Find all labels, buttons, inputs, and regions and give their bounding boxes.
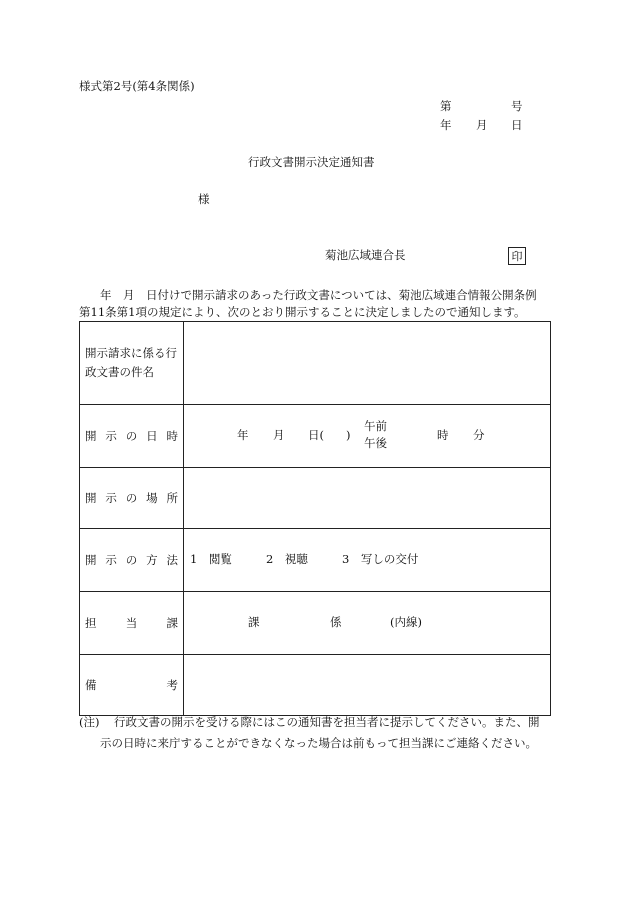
note-prefix: (注) [79, 715, 100, 729]
value-disclosure-place[interactable] [184, 468, 551, 529]
page-title: 行政文書開示決定通知書 [248, 155, 375, 169]
label-disclosure-method: 開 示 の 方 法 [80, 529, 184, 592]
label-responsible-section: 担 当 課 [80, 592, 184, 655]
datetime-paren-close: ) [346, 428, 351, 442]
value-remarks[interactable] [184, 655, 551, 716]
table-row-document-subject [80, 322, 551, 405]
value-disclosure-method [184, 529, 551, 592]
datetime-year: 年 [237, 428, 249, 442]
datetime-month: 月 [273, 428, 285, 442]
method-option-copy[interactable]: 3 写しの交付 [342, 552, 419, 566]
subsection-label: 係 [330, 615, 342, 629]
value-disclosure-datetime[interactable] [184, 405, 551, 468]
method-option-listening[interactable]: 2 視聴 [266, 552, 308, 566]
label-disclosure-datetime: 開 示 の 日 時 [80, 405, 184, 468]
section-label: 課 [248, 615, 260, 629]
body-text-line2: 第11条第1項の規定により、次のとおり開示することに決定しましたので通知します。 [79, 305, 526, 319]
date-month: 月 [476, 118, 488, 132]
table-row-remarks [80, 655, 551, 716]
datetime-day: 日( [308, 428, 324, 442]
seal-mark: 印 [508, 247, 526, 265]
extension-label: (内線) [390, 615, 422, 629]
value-responsible-section[interactable] [184, 592, 551, 655]
date-day: 日 [511, 118, 523, 132]
note-line2: 示の日時に来庁することができなくなった場合は前もって担当課にご連絡ください。 [100, 736, 537, 750]
doc-number-prefix: 第 [440, 99, 452, 113]
table-row-disclosure-place [80, 468, 551, 529]
value-document-subject[interactable] [184, 322, 551, 405]
disclosure-form-table [79, 321, 551, 716]
datetime-pm: 午後 [364, 436, 387, 450]
datetime-minute: 分 [473, 428, 485, 442]
issuer-name: 菊池広域連合長 [325, 248, 406, 262]
label-remarks: 備 考 [80, 655, 184, 716]
table-row-disclosure-method [80, 529, 551, 592]
datetime-am: 午前 [364, 419, 387, 433]
body-text-line1: 年 月 日付けで開示請求のあった行政文書については、菊池広域連合情報公開条例 [100, 288, 537, 302]
addressee-suffix: 様 [198, 192, 210, 206]
date-year: 年 [440, 118, 452, 132]
doc-number-suffix: 号 [511, 99, 523, 113]
label-disclosure-place: 開 示 の 場 所 [80, 468, 184, 529]
label-document-subject-line2: 政文書の件名 [85, 365, 154, 379]
label-document-subject [80, 322, 184, 405]
table-row-responsible-section [80, 592, 551, 655]
method-option-viewing[interactable]: 1 閲覧 [190, 552, 232, 566]
form-number: 様式第2号(第4条関係) [79, 79, 195, 93]
table-row-disclosure-datetime [80, 405, 551, 468]
datetime-hour: 時 [437, 428, 449, 442]
label-document-subject-line1: 開示請求に係る行 [85, 346, 177, 361]
note-line1: 行政文書の開示を受ける際にはこの通知書を担当者に提示してください。また、開 [114, 715, 540, 729]
